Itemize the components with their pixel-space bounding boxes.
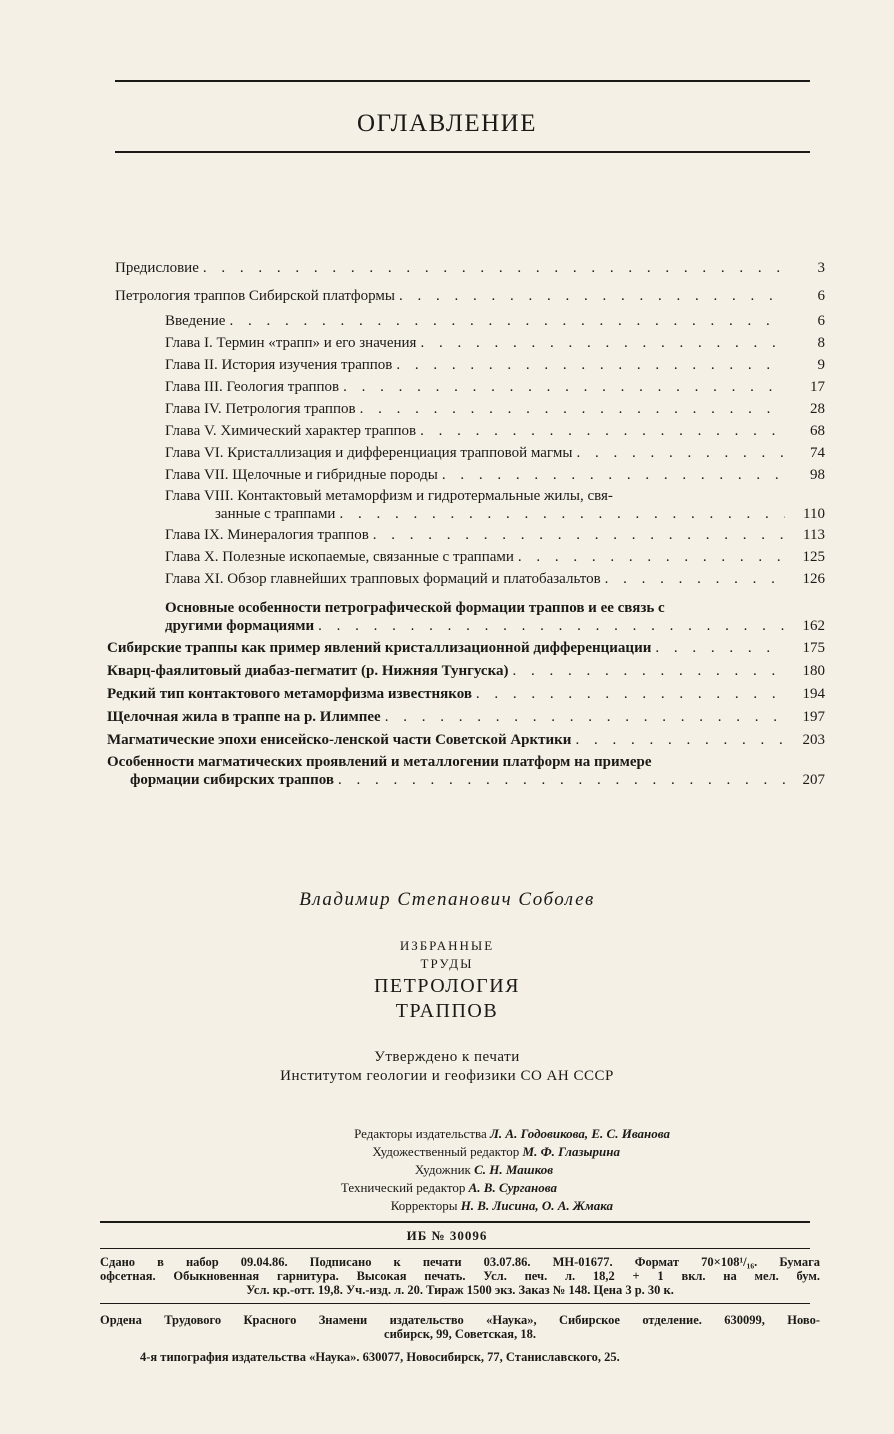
imprint-rule xyxy=(100,1248,810,1249)
top-rule xyxy=(115,80,810,82)
print-details xyxy=(100,1255,820,1297)
toc-entry-page: 3 xyxy=(817,260,825,276)
toc-entry-label: Кварц-фаялитовый диабаз-пегматит (р. Нижняя Тунгуска) xyxy=(107,663,509,679)
toc-entry[interactable] xyxy=(165,547,825,567)
credit-names: С. Н. Машков xyxy=(474,1162,553,1177)
toc-entry-first-line[interactable]: Основные особенности петрографической формации траппов и ее связь с xyxy=(165,600,665,616)
toc-entry-label: Петрология траппов Сибирской платформы xyxy=(115,288,395,304)
credit-names: Л. А. Годовикова, Е. С. Иванова xyxy=(489,1126,670,1141)
toc-entry-page: 9 xyxy=(817,357,825,373)
toc-entry-page: 126 xyxy=(802,571,825,587)
leader-dots xyxy=(338,770,785,790)
toc-entry[interactable] xyxy=(165,311,825,331)
leader-dots xyxy=(420,333,785,353)
toc-entry-label: Предисловие xyxy=(115,260,199,276)
leader-dots xyxy=(399,286,785,306)
title-rule xyxy=(115,151,810,153)
toc-entry-page: 6 xyxy=(817,288,825,304)
toc-entry[interactable] xyxy=(165,333,825,353)
series-title xyxy=(0,937,894,973)
leader-dots xyxy=(518,547,785,567)
toc-entry[interactable] xyxy=(115,258,825,278)
approval-line: Утверждено к печати xyxy=(374,1049,520,1065)
toc-entry-label: Глава IV. Петрология траппов xyxy=(165,401,356,417)
toc-entry[interactable] xyxy=(215,504,825,524)
toc-entry[interactable] xyxy=(165,377,825,397)
credit-role: Корректоры xyxy=(390,1198,458,1213)
leader-dots xyxy=(420,421,785,441)
toc-entry-page: 194 xyxy=(802,686,825,702)
toc-entry-label: формации сибирских траппов xyxy=(130,772,334,788)
toc-entry[interactable] xyxy=(107,684,825,704)
toc-entry-page: 28 xyxy=(810,401,825,417)
leader-dots xyxy=(203,258,785,278)
publisher-line: Ордена Трудового Красного Знамени издательство «Наука», Сибирское отделение. 630099, Ново- xyxy=(100,1313,820,1327)
credit-role: Технический редактор xyxy=(340,1180,466,1195)
toc-entry-page: 207 xyxy=(802,772,825,788)
toc-entry[interactable] xyxy=(165,465,825,485)
credit-role: Художник xyxy=(414,1162,471,1177)
toc-entry[interactable] xyxy=(165,616,825,636)
toc-entry-label: другими формациями xyxy=(165,618,315,634)
printer-details: 4-я типография издательства «Наука». 630077, Новосибирск, 77, Станиславского, 25. xyxy=(140,1350,620,1364)
toc-entry-label: Сибирские траппы как пример явлений кристаллизационной дифференциации xyxy=(107,640,652,656)
toc-entry[interactable] xyxy=(130,770,825,790)
toc-entry-page: 197 xyxy=(802,709,825,725)
toc-entry-label: Глава X. Полезные ископаемые, связанные с траппами xyxy=(165,549,514,565)
toc-entry[interactable] xyxy=(165,399,825,419)
leader-dots xyxy=(442,465,785,485)
publisher-line: сибирск, 99, Советская, 18. xyxy=(384,1327,536,1341)
credit-line xyxy=(245,1143,620,1161)
toc-entry-page: 17 xyxy=(810,379,825,395)
credit-names: М. Ф. Глазырина xyxy=(522,1144,620,1159)
publisher-details xyxy=(100,1313,820,1341)
leader-dots xyxy=(396,355,785,375)
toc-entry-first-line[interactable]: Особенности магматических проявлений и металлогении платформ на примере xyxy=(107,754,652,770)
toc-entry[interactable] xyxy=(165,569,825,589)
toc-entry-page: 162 xyxy=(802,618,825,634)
approval-line: Институтом геологии и геофизики СО АН СССР xyxy=(280,1068,614,1084)
toc-title: ОГЛАВЛЕНИЕ xyxy=(357,110,537,137)
toc-entry-label: Глава XI. Обзор главнейших трапповых формаций и платобазальтов xyxy=(165,571,601,587)
toc-entry-page: 68 xyxy=(810,423,825,439)
toc-entry-label: Глава II. История изучения траппов xyxy=(165,357,393,373)
leader-dots xyxy=(318,616,785,636)
toc-entry-label: Введение xyxy=(165,313,226,329)
toc-entry[interactable] xyxy=(107,661,825,681)
toc-entry[interactable] xyxy=(165,525,825,545)
credit-line xyxy=(245,1179,557,1197)
toc-entry-page: 6 xyxy=(817,313,825,329)
print-line: офсетная. Обыкновенная гарнитура. Высокая печать. Усл. печ. л. 18,2 + 1 вкл. на мел. бум. xyxy=(100,1269,820,1283)
print-line: Усл. кр.-отт. 19,8. Уч.-изд. л. 20. Тираж 1500 экз. Заказ № 148. Цена 3 р. 30 к. xyxy=(246,1283,674,1297)
toc-entry-label: Глава VI. Кристаллизация и дифференциация трапповой магмы xyxy=(165,445,573,461)
imprint-rule xyxy=(100,1221,810,1223)
toc-entry-label: Глава V. Химический характер траппов xyxy=(165,423,417,439)
leader-dots xyxy=(373,525,785,545)
book-title-line: ПЕТРОЛОГИЯ xyxy=(373,975,521,997)
toc-entry-label: Редкий тип контактового метаморфизма известняков xyxy=(107,686,472,702)
toc-entry-page: 110 xyxy=(803,506,825,522)
print-line: Сдано в набор 09.04.86. Подписано к печати 03.07.86. МН-01677. Формат 70×108¹/₁₆. Бумага xyxy=(100,1255,820,1269)
toc-entry-first-line[interactable]: Глава VIII. Контактовый метаморфизм и гидротермальные жилы, свя- xyxy=(165,488,613,504)
ib-number: ИБ № 30096 xyxy=(406,1228,488,1243)
toc-entry-page: 98 xyxy=(810,467,825,483)
toc-entry-page: 74 xyxy=(810,445,825,461)
credit-line xyxy=(245,1161,553,1179)
toc-entry-label: Глава I. Термин «трапп» и его значения xyxy=(165,335,417,351)
toc-entry-page: 113 xyxy=(803,527,825,543)
toc-entry-label: Магматические эпохи енисейско-ленской части Советской Арктики xyxy=(107,732,572,748)
approval-note xyxy=(0,1048,894,1086)
toc-entry[interactable] xyxy=(107,707,825,727)
toc-entry[interactable] xyxy=(107,730,825,750)
book-title xyxy=(0,974,894,1024)
editorial-credits xyxy=(245,1125,670,1215)
leader-dots xyxy=(655,638,785,658)
leader-dots xyxy=(229,311,785,331)
credit-line xyxy=(245,1125,670,1143)
imprint-rule xyxy=(100,1303,810,1304)
leader-dots xyxy=(476,684,785,704)
toc-entry[interactable] xyxy=(165,355,825,375)
series-line: ТРУДЫ xyxy=(420,956,474,971)
credit-names: А. В. Сурганова xyxy=(468,1180,557,1195)
toc-entry-label: Глава III. Геология траппов xyxy=(165,379,340,395)
toc-entry-label: занные с траппами xyxy=(215,506,336,522)
toc-entry-label: Глава VII. Щелочные и гибридные породы xyxy=(165,467,438,483)
toc-entry-page: 203 xyxy=(802,732,825,748)
toc-entry-page: 180 xyxy=(802,663,825,679)
book-title-line: ТРАППОВ xyxy=(395,1000,499,1022)
leader-dots xyxy=(339,504,785,524)
toc-entry[interactable] xyxy=(165,421,825,441)
leader-dots xyxy=(575,730,785,750)
toc-entry[interactable] xyxy=(115,286,825,306)
toc-entry-page: 8 xyxy=(817,335,825,351)
leader-dots xyxy=(385,707,785,727)
toc-entry[interactable] xyxy=(107,638,825,658)
toc-entry-label: Щелочная жила в траппе на р. Илимпее xyxy=(107,709,381,725)
leader-dots xyxy=(343,377,785,397)
credit-role: Редакторы издательства xyxy=(354,1126,487,1141)
credit-names: Н. В. Лисина, О. А. Жмака xyxy=(460,1198,613,1213)
leader-dots xyxy=(513,661,786,681)
leader-dots xyxy=(360,399,785,419)
toc-entry[interactable] xyxy=(165,443,825,463)
credit-role: Художественный редактор xyxy=(372,1144,520,1159)
credit-line xyxy=(245,1197,613,1215)
leader-dots xyxy=(605,569,785,589)
toc-entry-label: Глава IX. Минералогия траппов xyxy=(165,527,369,543)
toc-entry-page: 175 xyxy=(802,640,825,656)
series-line: ИЗБРАННЫЕ xyxy=(399,938,495,953)
author-name: Владимир Степанович Соболев xyxy=(299,889,595,910)
leader-dots xyxy=(576,443,785,463)
toc-entry-page: 125 xyxy=(802,549,825,565)
